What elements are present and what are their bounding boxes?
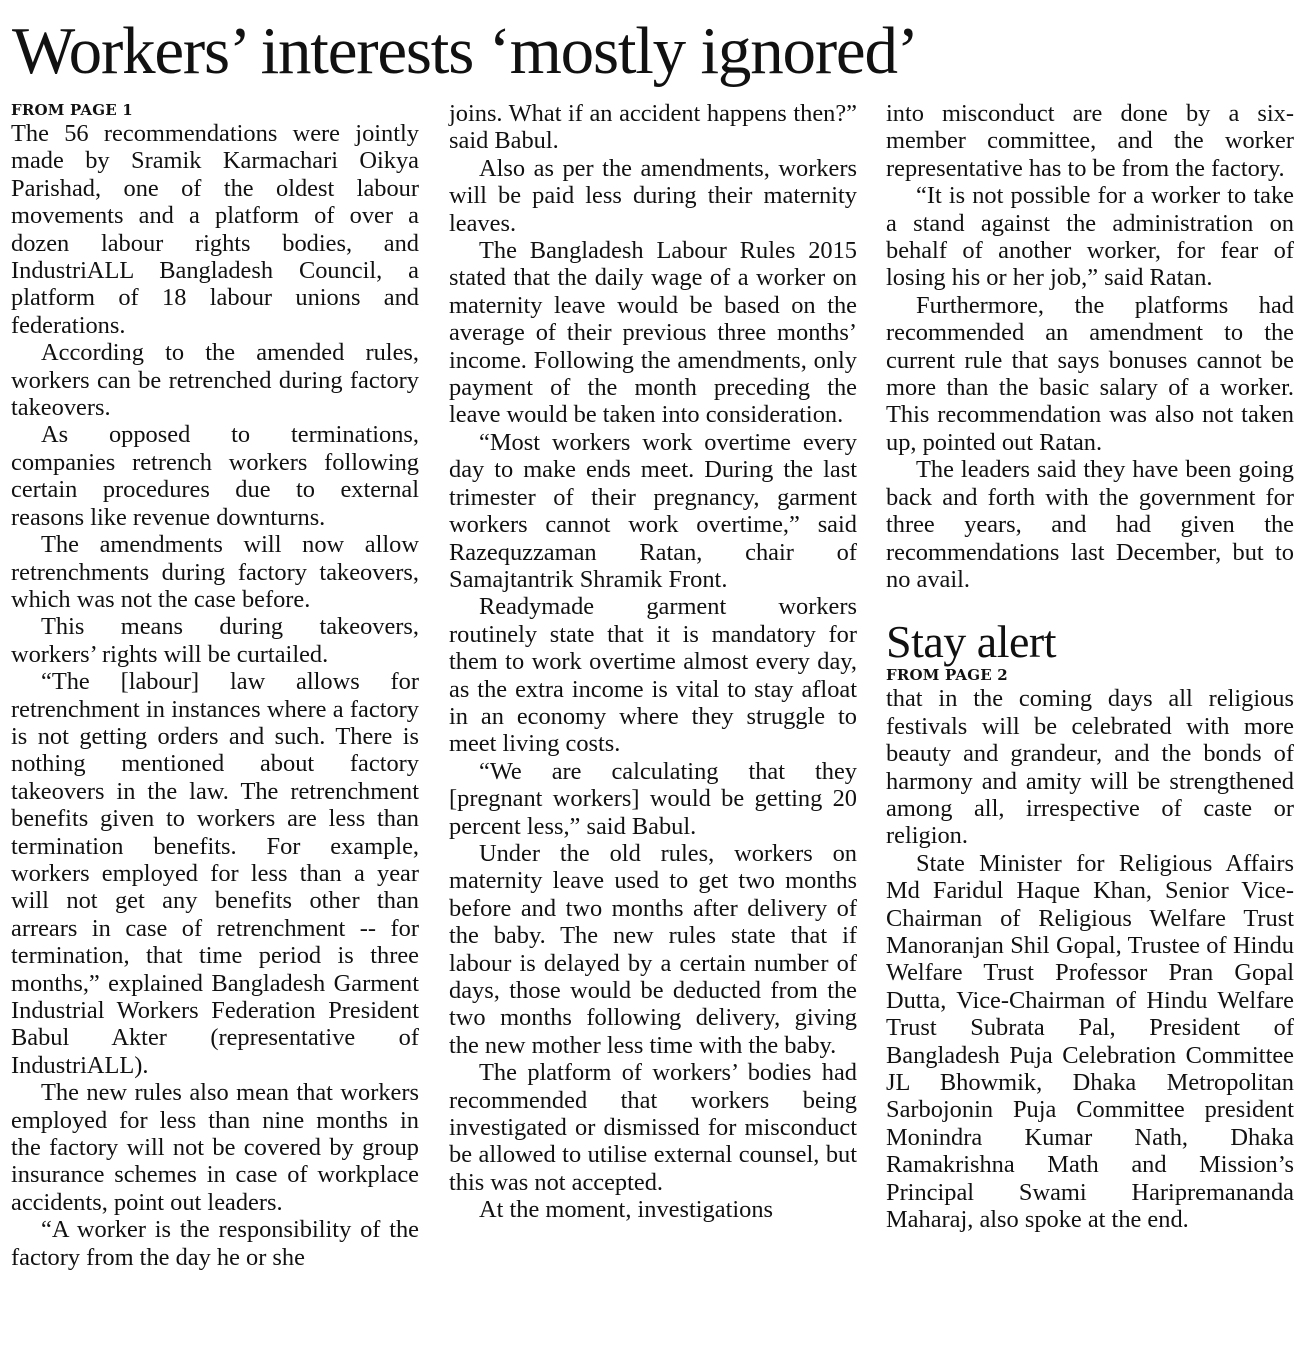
sidebar-paragraph: State Minister for Religious Affairs Md Faridul Haque Khan, Senior Vice-Chairman of Religious Welfare Trust Manoranjan Shil Gopal, Trustee of Hindu Welfare Trust Professor Pran Gopal Dutta, Vice-Chairman of Hindu Welfare Trust Subrata Pal, President of Bangladesh Puja Celebration Committee JL Bhowmik, Dhaka Metropolitan Sarbojonin Puja Committee president Monindra Kumar Nath, Dhaka Ramakrishna Math and Mission’s Principal Swami Haripremananda Maharaj, also spoke at the end. bbox=[886, 849, 1294, 1234]
article-paragraph: The Bangladesh Labour Rules 2015 stated that the daily wage of a worker on maternity leave would be based on the average of their previous three months’ income. Following the amendments, only payment of the month preceding the leave would be taken into consideration. bbox=[449, 237, 857, 429]
article-paragraph: “The [labour] law allows for retrenchment in instances where a factory is not getting orders and such. There is nothing mentioned about factory takeovers in the law. The retrenchment benefits given to workers are less than termination benefits. For example, workers employed for less than a year will not get any benefits other than arrears in case of retrenchment -- for termination, that time period is three months,” explained Bangladesh Garment Industrial Workers Federation President Babul Akter (representative of IndustriALL). bbox=[11, 668, 419, 1079]
article-paragraph: The amendments will now allow retrenchments during factory takeovers, which was not the case before. bbox=[11, 531, 419, 613]
article-paragraph: into misconduct are done by a six-member committee, and the worker representative has to be from the factory. bbox=[886, 100, 1294, 182]
article-paragraph: Furthermore, the platforms had recommended an amendment to the current rule that says bonuses cannot be more than the basic salary of a worker. This recommendation was also not taken up, pointed out Ratan. bbox=[886, 291, 1294, 456]
article-paragraph: As opposed to terminations, companies retrench workers following certain procedures due to external reasons like revenue downturns. bbox=[11, 421, 419, 531]
column-1 bbox=[11, 100, 419, 1271]
article-paragraph: This means during takeovers, workers’ rights will be curtailed. bbox=[11, 613, 419, 668]
article-paragraph: The leaders said they have been going back and forth with the government for three years, and had given the recommendations last December, but to no avail. bbox=[886, 456, 1294, 593]
article-paragraph: “It is not possible for a worker to take a stand against the administration on behalf of another worker, for fear of losing his or her job,” said Ratan. bbox=[886, 182, 1294, 292]
article-kicker: FROM PAGE 1 bbox=[11, 101, 133, 119]
article-paragraph: The 56 recommendations were jointly made by Sramik Karmachari Oikya Parishad, one of the oldest labour movements and a platform of over a dozen labour rights bodies, and IndustriALL Bangladesh Council, a platform of 18 labour unions and federations. bbox=[11, 120, 419, 339]
article-paragraph: “We are calculating that they [pregnant workers] would be getting 20 percent less,” said Babul. bbox=[449, 757, 857, 840]
sidebar-headline: Stay alert bbox=[886, 616, 1056, 668]
article-headline: Workers’ interests ‘mostly ignored’ bbox=[12, 14, 918, 88]
article-paragraph: “A worker is the responsibility of the factory from the day he or she bbox=[11, 1216, 419, 1271]
article-paragraph: According to the amended rules, workers can be retrenched during factory takeovers. bbox=[11, 339, 419, 422]
sidebar-kicker: FROM PAGE 2 bbox=[886, 666, 1008, 685]
article-paragraph: joins. What if an accident happens then?” said Babul. bbox=[449, 100, 857, 155]
article-paragraph: The new rules also mean that workers employed for less than nine months in the factory will not be covered by group insurance schemes in case of workplace accidents, point out leaders. bbox=[11, 1079, 419, 1216]
article-paragraph: Under the old rules, workers on maternity leave used to get two months before and two months after delivery of the baby. The new rules state that if labour is delayed by a certain number of days, those would be deducted from the two months following delivery, giving the new mother less time with the baby. bbox=[449, 839, 857, 1059]
column-3 bbox=[886, 100, 1294, 1233]
article-paragraph: “Most workers work overtime every day to make ends meet. During the last trimester of their pregnancy, garment workers cannot work overtime,” said Razequzzaman Ratan, chair of Samajtantrik Shramik Front. bbox=[449, 428, 857, 593]
article-paragraph: The platform of workers’ bodies had recommended that workers being investigated or dismissed for misconduct be allowed to utilise external counsel, but this was not accepted. bbox=[449, 1059, 857, 1196]
article-paragraph: At the moment, investigations bbox=[479, 1196, 774, 1224]
article-paragraph: Also as per the amendments, workers will be paid less during their maternity leaves. bbox=[449, 154, 857, 237]
column-2 bbox=[449, 100, 857, 1224]
sidebar-paragraph: that in the coming days all religious festivals will be celebrated with more beauty and grandeur, and the bonds of harmony and amity will be strengthened among all, irrespective of caste or religion. bbox=[886, 685, 1294, 850]
article-paragraph: Readymade garment workers routinely state that it is mandatory for them to work overtime almost every day, as the extra income is vital to stay afloat in an economy where they struggle to meet living costs. bbox=[449, 593, 857, 758]
